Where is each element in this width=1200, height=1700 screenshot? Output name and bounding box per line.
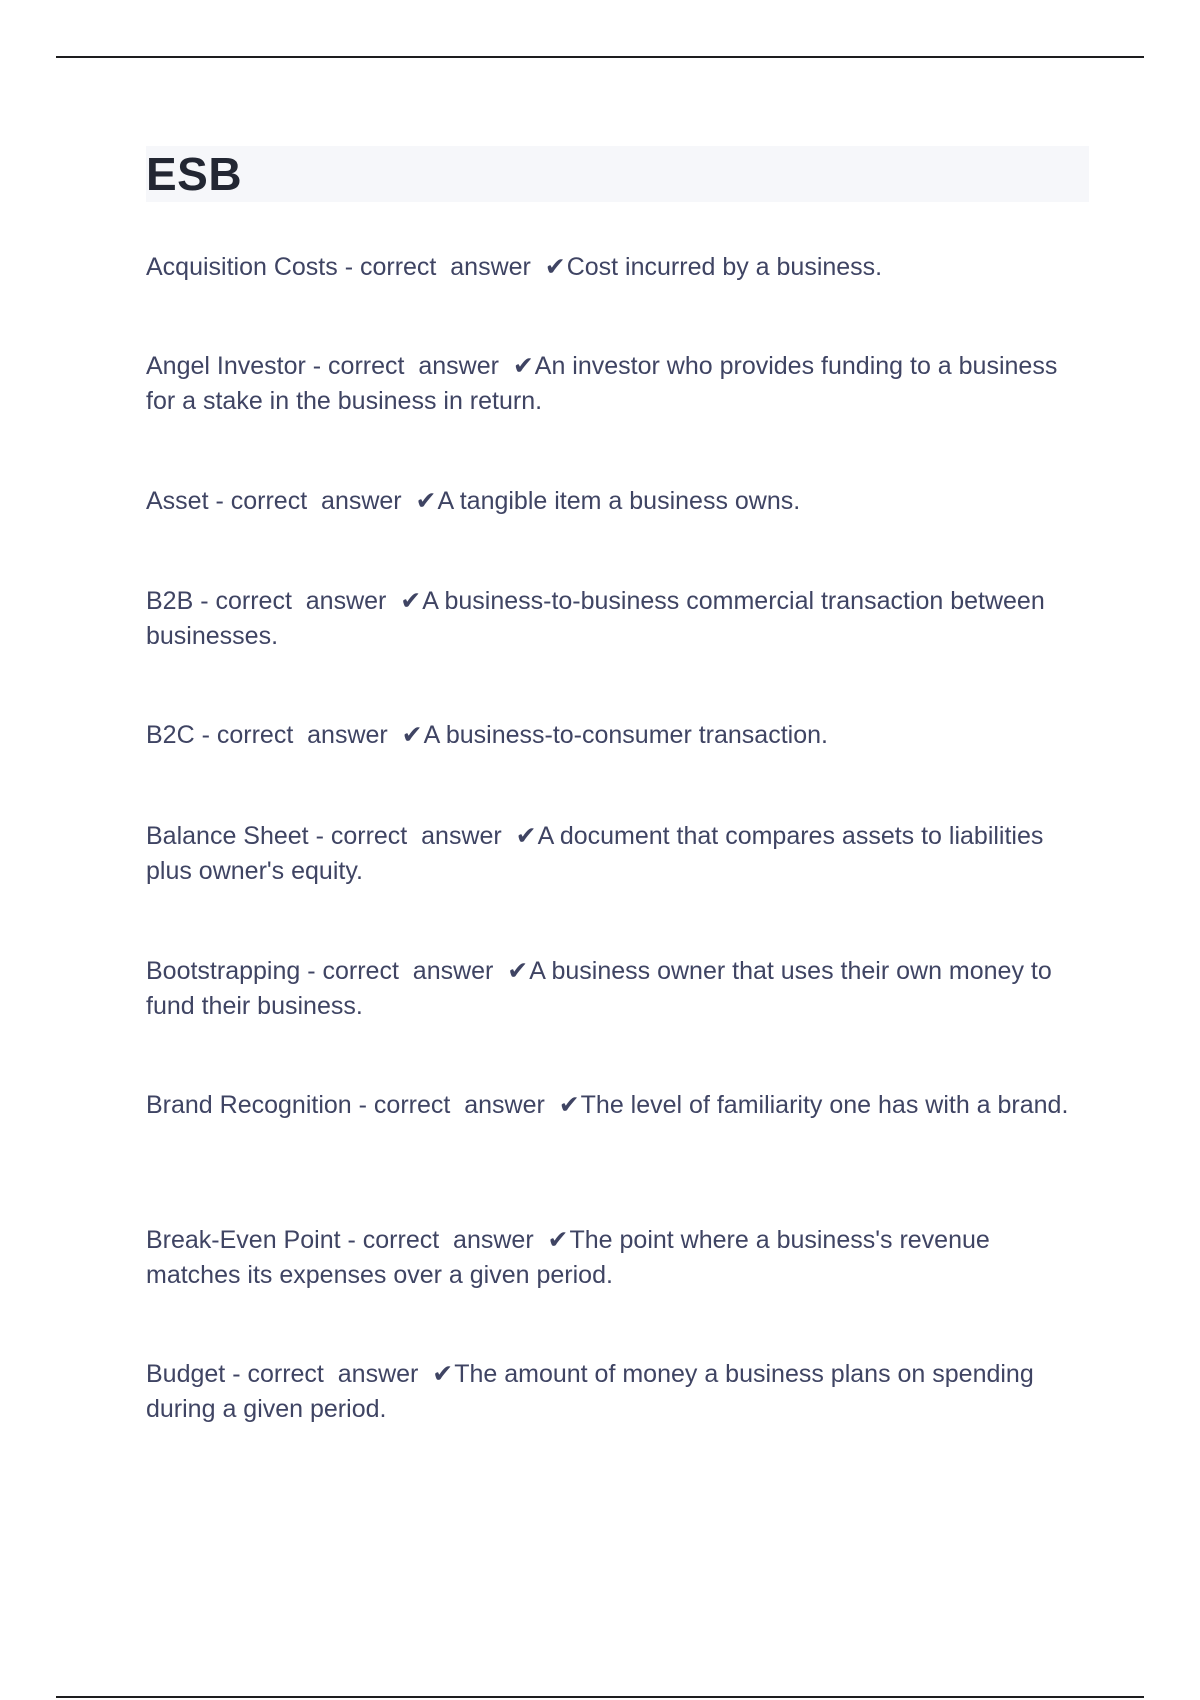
checkmark-icon: ✔ [415, 487, 437, 515]
answer-separator: - correct answer [208, 487, 416, 515]
checkmark-icon: ✔ [401, 721, 423, 749]
checkmark-icon: ✔ [432, 1360, 454, 1388]
list-item [146, 1088, 1076, 1123]
answer-separator: - correct answer [193, 587, 401, 615]
answer-separator: - correct answer [337, 253, 545, 281]
answer-separator: - correct answer [225, 1360, 433, 1388]
term: B2B [146, 587, 194, 615]
answer-separator: - correct answer [340, 1226, 548, 1254]
definition: The point where a business's revenue matches its expenses over a given period. [146, 1226, 990, 1289]
list-item [146, 819, 1076, 889]
definition: The amount of money a business plans on spending during a given period. [146, 1360, 1034, 1423]
answer-separator: - correct answer [194, 721, 402, 749]
definition: A business-to-business commercial transaction between businesses. [146, 587, 1045, 650]
definition: The level of familiarity one has with a brand. [580, 1091, 1069, 1119]
term: B2C [146, 721, 195, 749]
list-item [146, 1357, 1076, 1427]
answer-separator: - correct answer [351, 1091, 559, 1119]
definition: An investor who provides funding to a business for a stake in the business in return. [146, 352, 1058, 415]
definition: Cost incurred by a business. [566, 253, 883, 281]
checkmark-icon: ✔ [507, 957, 529, 985]
checkmark-icon: ✔ [400, 587, 422, 615]
checkmark-icon: ✔ [544, 253, 566, 281]
definition: A document that compares assets to liabilities plus owner's equity. [146, 822, 1044, 885]
checkmark-icon: ✔ [558, 1091, 580, 1119]
checkmark-icon: ✔ [547, 1226, 569, 1254]
top-rule [56, 56, 1144, 58]
list-item [146, 1223, 1076, 1293]
term: Acquisition Costs [146, 253, 338, 281]
term: Bootstrapping [146, 957, 301, 985]
list-item [146, 484, 1076, 519]
list-item [146, 954, 1076, 1024]
term: Angel Investor [146, 352, 306, 380]
list-item [146, 584, 1076, 654]
checkmark-icon: ✔ [515, 822, 537, 850]
definition: A business owner that uses their own money to fund their business. [146, 957, 1052, 1020]
term: Balance Sheet [146, 822, 309, 850]
term: Break-Even Point [146, 1226, 341, 1254]
term: Budget [146, 1360, 226, 1388]
list-item [146, 718, 1076, 753]
answer-separator: - correct answer [300, 957, 508, 985]
definition: A business-to-consumer transaction. [423, 721, 828, 749]
page-title: ESB [146, 148, 243, 200]
title-band [146, 146, 1089, 202]
answer-separator: - correct answer [308, 822, 516, 850]
term: Brand Recognition [146, 1091, 352, 1119]
answer-separator: - correct answer [305, 352, 513, 380]
term: Asset [146, 487, 209, 515]
checkmark-icon: ✔ [512, 352, 534, 380]
list-item [146, 250, 1076, 285]
list-item [146, 349, 1076, 419]
definition: A tangible item a business owns. [437, 487, 801, 515]
bottom-rule [56, 1696, 1144, 1698]
